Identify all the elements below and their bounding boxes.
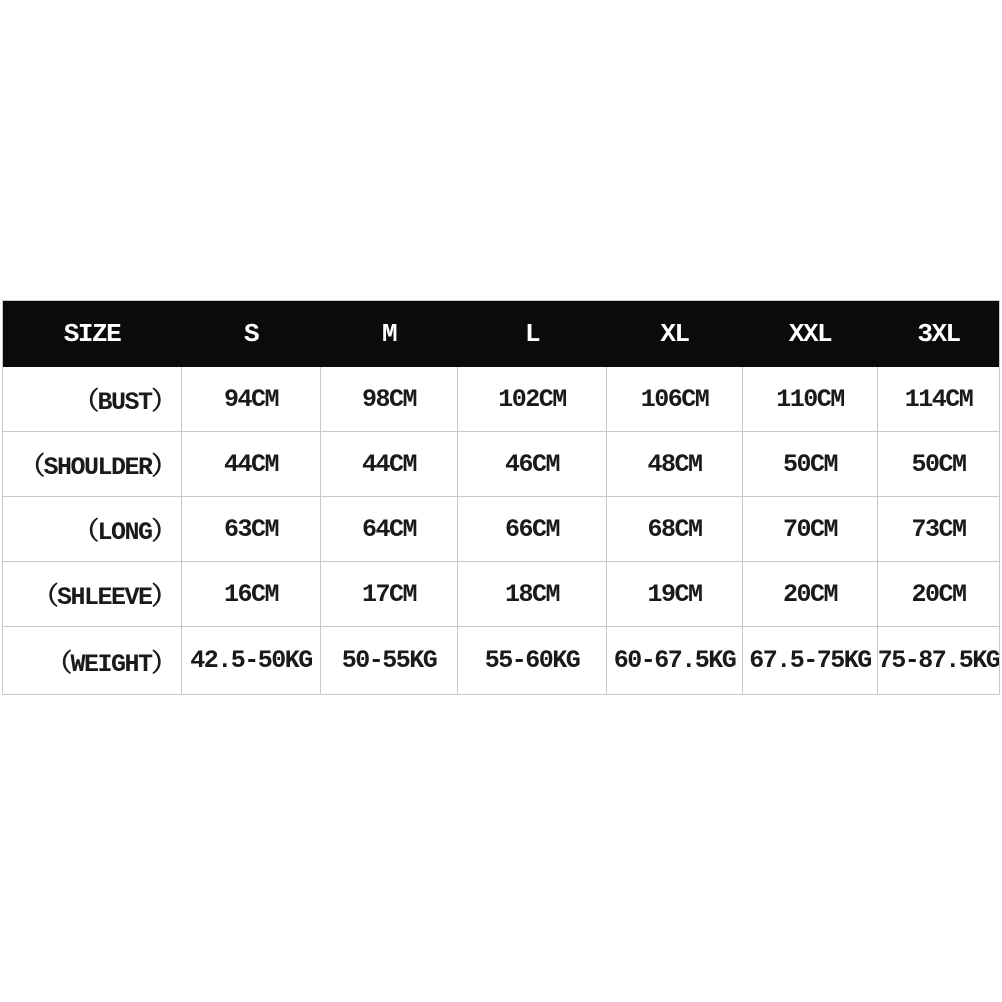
table-cell: 73CM xyxy=(878,497,999,562)
table-cell: 16CM xyxy=(182,562,321,627)
row-label-bust: （BUST） xyxy=(3,367,182,432)
table-cell: 20CM xyxy=(878,562,999,627)
table-cell: 17CM xyxy=(321,562,458,627)
header-cell-s: S xyxy=(182,301,321,367)
table-cell: 114CM xyxy=(878,367,999,432)
table-cell: 98CM xyxy=(321,367,458,432)
header-cell-xxl: XXL xyxy=(743,301,878,367)
table-cell: 46CM xyxy=(458,432,607,497)
table-cell: 70CM xyxy=(743,497,878,562)
header-cell-m: M xyxy=(321,301,458,367)
row-label-shleeve: （SHLEEVE） xyxy=(3,562,182,627)
header-cell-l: L xyxy=(458,301,607,367)
table-cell: 44CM xyxy=(321,432,458,497)
table-cell: 106CM xyxy=(607,367,743,432)
row-label-weight: （WEIGHT） xyxy=(3,627,182,694)
table-cell: 50-55KG xyxy=(321,627,458,694)
table-cell: 75-87.5KG xyxy=(878,646,999,675)
table-header-row xyxy=(3,301,999,367)
table-cell: 55-60KG xyxy=(458,627,607,694)
table-cell: 42.5-50KG xyxy=(182,627,321,694)
table-cell: 63CM xyxy=(182,497,321,562)
table-cell: 67.5-75KG xyxy=(743,627,878,694)
table-cell: 50CM xyxy=(878,432,999,497)
header-cell-3xl: 3XL xyxy=(878,301,999,367)
table-cell: 44CM xyxy=(182,432,321,497)
row-label-long: （LONG） xyxy=(3,497,182,562)
table-row-weight xyxy=(3,627,999,694)
table-cell: 20CM xyxy=(743,562,878,627)
table-cell: 94CM xyxy=(182,367,321,432)
header-cell-xl: XL xyxy=(607,301,743,367)
table-cell: 48CM xyxy=(607,432,743,497)
size-chart-table xyxy=(2,300,1000,695)
header-cell-size: SIZE xyxy=(3,301,182,367)
table-cell: 19CM xyxy=(607,562,743,627)
table-cell: 50CM xyxy=(743,432,878,497)
table-cell: 110CM xyxy=(743,367,878,432)
table-cell: 68CM xyxy=(607,497,743,562)
row-label-shoulder: （SHOULDER） xyxy=(3,432,182,497)
table-cell: 60-67.5KG xyxy=(607,627,743,694)
table-row-bust xyxy=(3,367,999,432)
table-cell: 18CM xyxy=(458,562,607,627)
table-row-long xyxy=(3,497,999,562)
table-cell: 64CM xyxy=(321,497,458,562)
table-cell: 66CM xyxy=(458,497,607,562)
table-row-shoulder xyxy=(3,432,999,497)
table-row-shleeve xyxy=(3,562,999,627)
table-cell: 102CM xyxy=(458,367,607,432)
